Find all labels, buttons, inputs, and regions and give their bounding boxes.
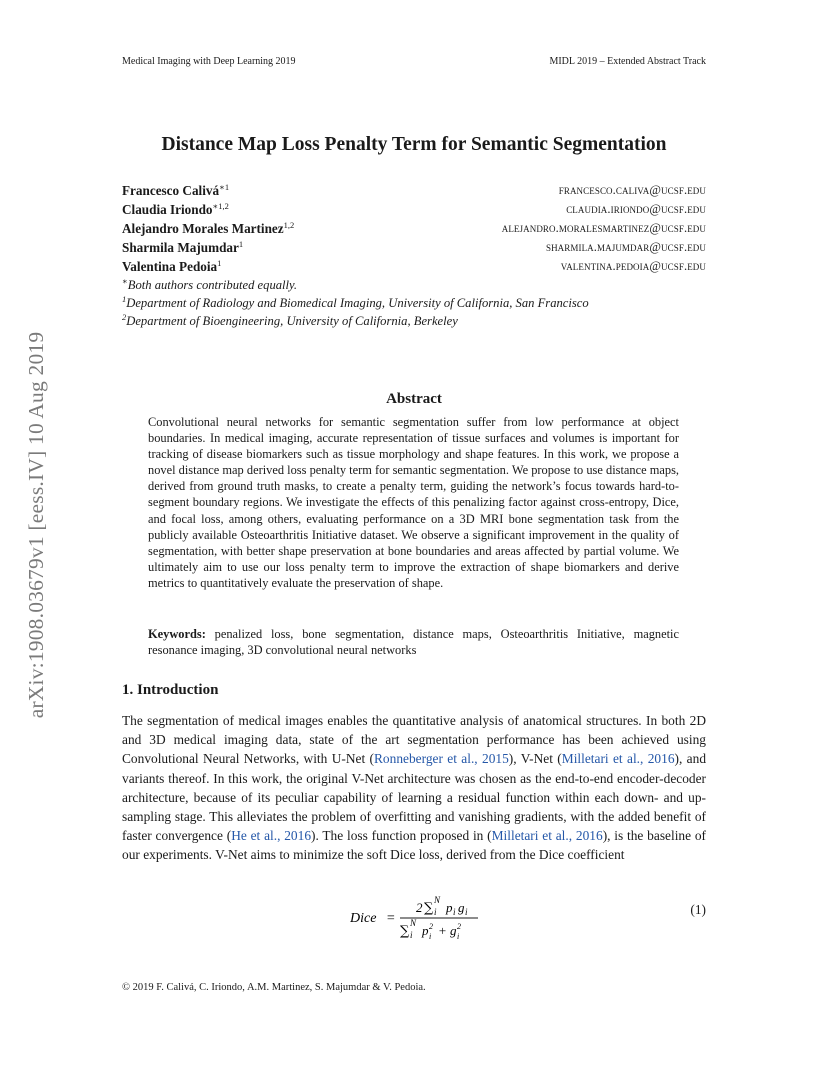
author-row xyxy=(122,259,706,278)
author-name: Francesco Calivá$^{∗1}$ xyxy=(122,182,230,198)
svg-text:i: i xyxy=(457,932,460,941)
svg-text:p: p xyxy=(422,923,429,938)
running-header-left: Medical Imaging with Deep Learning 2019 xyxy=(122,56,296,67)
author-name: Valentina Pedoia$^1$ xyxy=(122,258,222,274)
svg-text:i: i xyxy=(453,907,456,917)
author-row xyxy=(122,221,706,240)
author-email: claudia.iriondo@ucsf.edu xyxy=(566,202,706,216)
affiliation-note: ∗Both authors contributed equally. xyxy=(122,276,298,292)
running-header-right: MIDL 2019 – Extended Abstract Track xyxy=(549,56,706,67)
affiliation: $^2$Department of Bioengineering, University of California, Berkeley xyxy=(122,312,458,328)
svg-text:g: g xyxy=(458,900,465,915)
svg-text:+: + xyxy=(438,923,447,938)
author-email: alejandro.moralesmartinez@ucsf.edu xyxy=(501,221,706,235)
equation-number: (1) xyxy=(690,902,706,917)
citation-link[interactable]: He et al., 2016 xyxy=(231,828,312,844)
section-heading: 1. Introduction xyxy=(122,682,219,698)
svg-text:2: 2 xyxy=(457,922,461,931)
author-name: Sharmila Majumdar$^1$ xyxy=(122,239,244,255)
svg-text:g: g xyxy=(450,923,457,938)
equation-graphic xyxy=(350,892,550,942)
keywords-list: penalized loss, bone segmentation, distance maps, Osteoarthritis Initiative, magnetic resonance imaging, 3D convolutional neural networks xyxy=(148,627,679,658)
dice-equation xyxy=(350,892,550,942)
equation-lhs: Dice xyxy=(350,911,377,926)
svg-text:2: 2 xyxy=(429,922,433,931)
citation-link[interactable]: Milletari et al., 2016 xyxy=(491,828,603,844)
svg-text:2: 2 xyxy=(416,900,423,915)
abstract-heading: Abstract xyxy=(386,391,442,407)
svg-text:i: i xyxy=(429,932,432,941)
svg-text:N: N xyxy=(410,918,417,928)
copyright-footer: © 2019 F. Calivá, C. Iriondo, A.M. Martinez, S. Majumdar & V. Pedoia. xyxy=(122,982,426,993)
svg-text:=: = xyxy=(386,911,396,926)
keywords xyxy=(148,626,679,658)
author-email: francesco.caliva@ucsf.edu xyxy=(558,183,706,197)
arxiv-stamp xyxy=(22,280,50,770)
svg-text:p: p xyxy=(446,900,453,915)
author-email: valentina.pedoia@ucsf.edu xyxy=(560,259,706,273)
author-row xyxy=(122,202,706,221)
citation-link[interactable]: Ronneberger et al., 2015 xyxy=(374,751,509,767)
svg-text:N: N xyxy=(434,895,441,905)
abstract-text: Convolutional neural networks for semantic segmentation suffer from low performance at object boundaries. In medical imaging, accurate representation of tissue surfaces and volumes is important for tracking of disease biomarkers such as tissue morphology and shape features. In this work, we propose a novel distance map derived loss penalty term for semantic segmentation. We propose to use distance maps, derived from ground truth masks, to create a penalty term, guiding the network’s focus towards hard-to-segment boundary regions. We investigate the effects of this penalizing factor against cross-entropy, Dice, and focal loss, among others, evaluating performance on a 3D MRI bone segmentation task from the publicly available Osteoarthritis Initiative dataset. We observe a significant improvement in the quality of segmentation, with better shape preservation at bone boundaries and areas affected by partial volume. We ultimately aim to use our loss penalty term to improve the extraction of shape biomarkers and derive metrics to quantitatively evaluate the preservation of shape. xyxy=(148,415,679,590)
author-email: sharmila.majumdar@ucsf.edu xyxy=(545,240,706,254)
citation-link[interactable]: Milletari et al., 2016 xyxy=(561,751,675,767)
svg-text:i: i xyxy=(434,907,437,917)
svg-text:i: i xyxy=(410,930,413,940)
keywords-label: Keywords: xyxy=(148,627,206,641)
svg-text:∑: ∑ xyxy=(424,901,434,916)
author-row xyxy=(122,240,706,259)
affiliation: $^1$Department of Radiology and Biomedical Imaging, University of California, San Francisco xyxy=(122,294,589,310)
section-body: The segmentation of medical images enables the quantitative analysis of anatomical structures. In both 2D and 3D medical imaging data, state of the art segmentation performance has been achieved using Convolutional Neural Networks, with U-Net (Ronneberger et al., 2015), V-Net (Milletari et al., 2016), and variants thereof. In this work, the original V-Net architecture was chosen as the end-to-end encoder-decoder architecture, because of its peculiar capability of learning a residual function within each down- and up- sampling stage. This alleviates the problem of overfitting and vanishing gradients, with the added benefit of faster convergence (He et al., 2016). The loss function proposed in (Milletari et al., 2016), is the baseline of our experiments. V-Net aims to minimize the soft Dice loss, derived from the Dice coefficient xyxy=(122,713,707,863)
author-name: Alejandro Morales Martinez$^{1,2}$ xyxy=(122,220,295,236)
paper-title: Distance Map Loss Penalty Term for Semantic Segmentation xyxy=(161,134,667,155)
arxiv-id: arXiv:1908.03679v1 [eess.IV] 10 Aug 2019 xyxy=(24,331,48,719)
svg-text:i: i xyxy=(465,907,468,917)
author-row xyxy=(122,183,706,202)
svg-text:∑: ∑ xyxy=(400,924,410,939)
author-name: Claudia Iriondo$^{∗1,2}$ xyxy=(122,201,229,217)
